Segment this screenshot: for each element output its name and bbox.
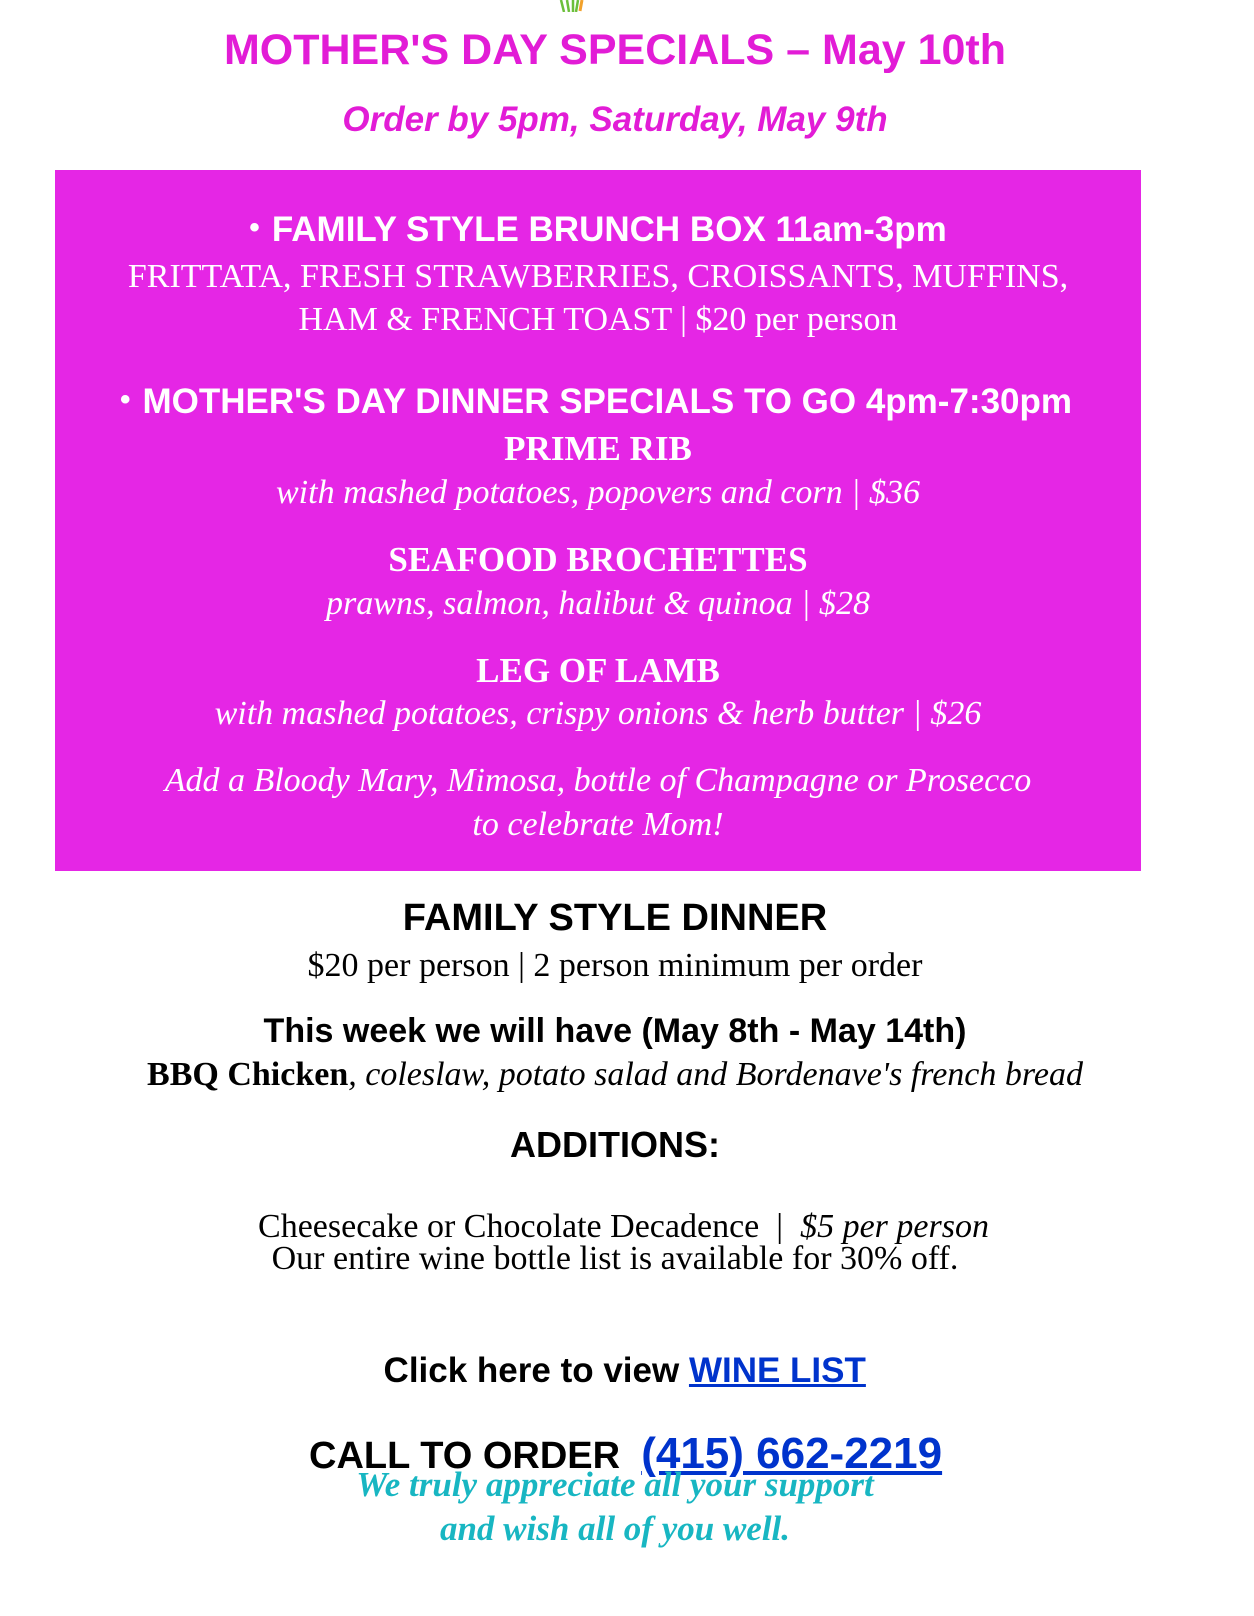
- leg-of-lamb-desc: with mashed potatoes, crispy onions & herb butter | $26: [214, 695, 982, 732]
- page-title: MOTHER'S DAY SPECIALS – May 10th: [223, 26, 1007, 74]
- brunch-items-line2: HAM & FRENCH TOAST | $20 per person: [298, 301, 898, 338]
- wine-list-line: [0, 1311, 1230, 1391]
- dinner-specials-heading: [53, 382, 1139, 422]
- week-menu-sides: , coleslaw, potato salad and Bordenave's french bread: [348, 1056, 1083, 1093]
- closing-line2: and wish all of you well.: [439, 1509, 791, 1548]
- brunch-items-line1: FRITTATA, FRESH STRAWBERRIES, CROISSANTS, MUFFINS,: [127, 258, 1069, 295]
- wine-discount: Our entire wine bottle list is available for 30% off.: [271, 1240, 959, 1277]
- family-dinner-heading: FAMILY STYLE DINNER: [402, 897, 828, 939]
- week-menu-main: BBQ Chicken: [147, 1056, 349, 1093]
- phone-link[interactable]: (415) 662-2219: [641, 1429, 943, 1478]
- week-heading: This week we will have (May 8th - May 14th): [263, 1012, 967, 1050]
- family-dinner-price: $20 per person | 2 person minimum per order: [307, 947, 923, 984]
- closing-line1: We truly appreciate all your support: [356, 1465, 874, 1504]
- wine-list-link[interactable]: WINE LIST: [688, 1351, 866, 1390]
- additions-items: Cheesecake or Chocolate Decadence |: [258, 1208, 801, 1245]
- brunch-heading: [55, 210, 1141, 250]
- seafood-brochettes-title: SEAFOOD BROCHETTES: [388, 540, 808, 579]
- order-deadline: Order by 5pm, Saturday, May 9th: [342, 100, 888, 139]
- bullet-icon: •: [119, 383, 131, 416]
- specials-box: [55, 170, 1141, 871]
- prime-rib-desc: with mashed potatoes, popovers and corn | $36: [276, 474, 920, 511]
- week-menu: [0, 1056, 1230, 1094]
- drinks-line1: Add a Bloody Mary, Mimosa, bottle of Champagne or Prosecco: [164, 762, 1032, 799]
- seafood-brochettes-desc: prawns, salmon, halibut & quinoa | $28: [326, 585, 870, 622]
- call-to-order-label: CALL TO ORDER: [309, 1435, 642, 1477]
- prime-rib-title: PRIME RIB: [504, 429, 692, 468]
- drinks-line2: to celebrate Mom!: [472, 806, 724, 843]
- additions-price: $5 per person: [800, 1208, 989, 1245]
- wine-list-prefix: Click here to view: [383, 1351, 689, 1390]
- leg-of-lamb-title: LEG OF LAMB: [476, 651, 720, 690]
- logo-fragment-icon: [555, 0, 589, 12]
- dinner-specials-heading-text: MOTHER'S DAY DINNER SPECIALS TO GO 4pm-7:30pm: [142, 382, 1073, 421]
- additions-line: [0, 1170, 1230, 1246]
- bullet-icon: •: [249, 211, 260, 244]
- additions-heading: ADDITIONS:: [510, 1124, 720, 1165]
- brunch-heading-text: FAMILY STYLE BRUNCH BOX 11am-3pm: [271, 210, 947, 249]
